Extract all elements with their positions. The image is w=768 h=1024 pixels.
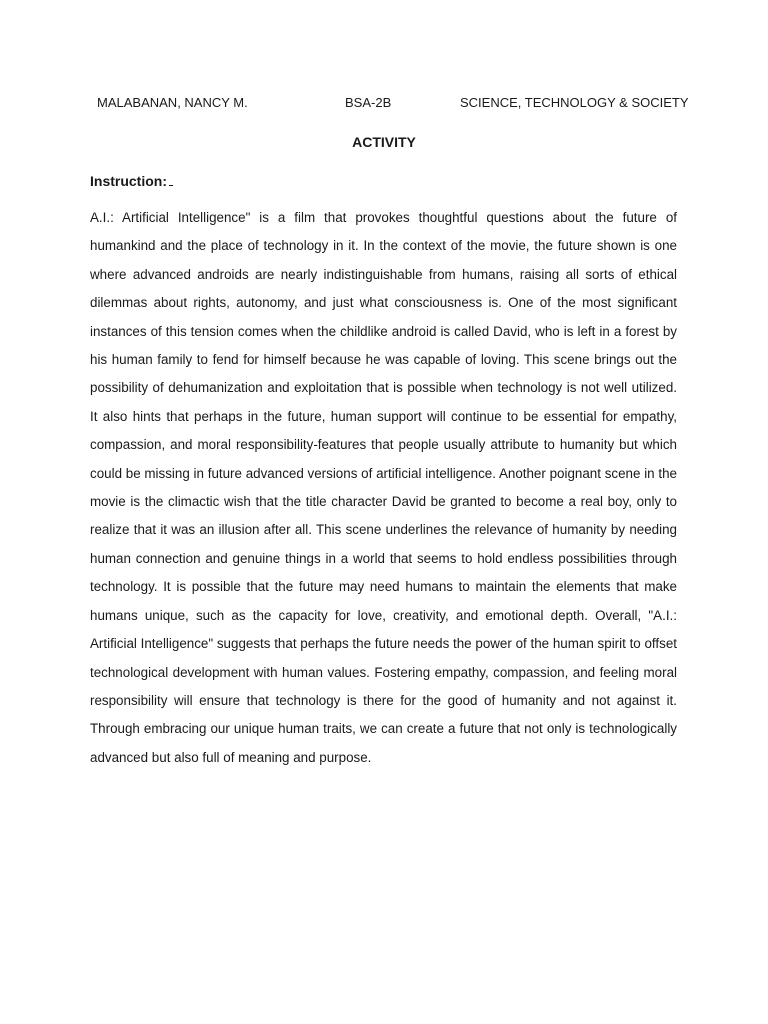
instruction-heading [90, 172, 173, 190]
document-title: ACTIVITY [352, 134, 416, 150]
instruction-label: Instruction: [90, 173, 167, 189]
body-paragraph: A.I.: Artificial Intelligence" is a film that provokes thoughtful questions about the future of humankind and the place of technology in it. In the context of the movie, the future shown is one where advanced androids are nearly indistinguishable from humans, raising all sorts of ethical dilemmas about rights, autonomy, and just what consciousness is. One of the most significant instances of this tension comes when the childlike android is called David, who is left in a forest by his human family to fend for himself because he was capable of loving. This scene brings out the possibility of dehumanization and exploitation that is possible when technology is not well utilized. It also hints that perhaps in the future, human support will continue to be essential for empathy, compassion, and moral responsibility-features that people usually attribute to humanity but which could be missing in future advanced versions of artificial intelligence. Another poignant scene in the movie is the climactic wish that the title character David be granted to become a real boy, only to realize that it was an illusion after all. This scene underlines the relevance of humanity by needing human connection and genuine things in a world that seems to hold endless possibilities through technology. It is possible that the future may need humans to maintain the elements that make humans unique, such as the capacity for love, creativity, and emotional depth. Overall, "A.I.: Artificial Intelligence" suggests that perhaps the future needs the power of the human spirit to offset technological development with human values. Fostering empathy, compassion, and feeling moral responsibility will ensure that technology is there for the good of humanity and not against it. Through embracing our unique human traits, we can create a future that not only is technologically advanced but also full of meaning and purpose. [90, 210, 677, 765]
subject-name: SCIENCE, TECHNOLOGY & SOCIETY [460, 95, 689, 110]
instruction-blank-line [169, 173, 173, 186]
document-header [0, 95, 768, 111]
course-section: BSA-2B [345, 95, 392, 110]
student-name: MALABANAN, NANCY M. [97, 95, 248, 110]
